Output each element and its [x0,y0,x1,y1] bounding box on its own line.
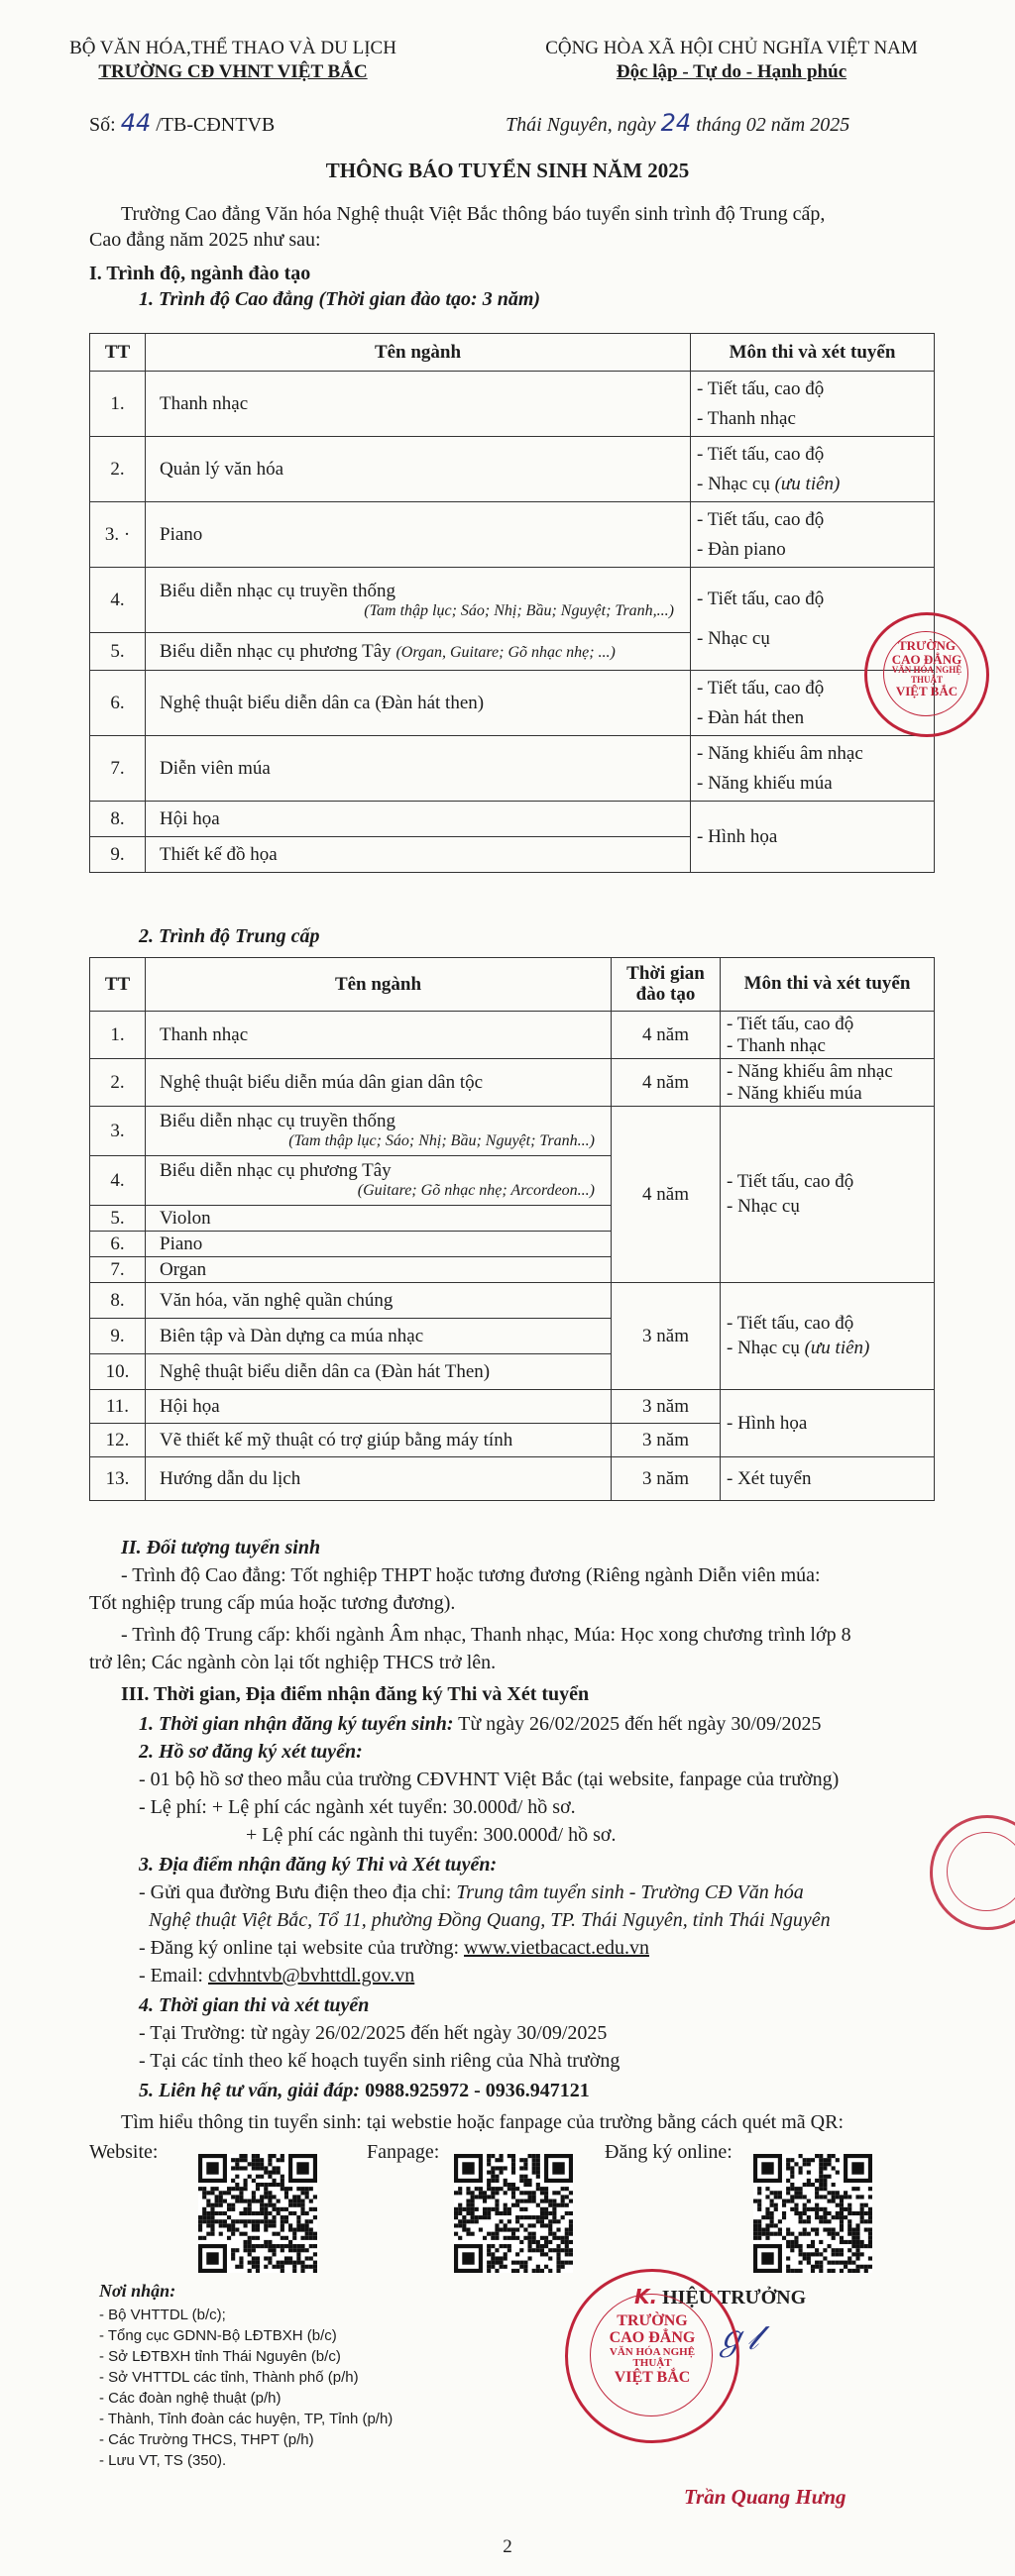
s3-item3-line3: - Đăng ký online tại website của trường: www.vietbacact.edu.vn [139,1937,649,1959]
table-row: 4. Biểu diễn nhạc cụ phương Tây (Guitare; Gõ nhạc nhẹ; Arcordeon...) [90,1156,935,1206]
list-item: - Thành, Tỉnh đoàn các huyện, TP, Tỉnh (p/h) [99,2411,394,2427]
list-item: - Các Trường THCS, THPT (p/h) [99,2431,314,2448]
page-number: 2 [503,2536,512,2557]
table-row: 7. Organ [90,1257,935,1283]
fanpage-qr-code[interactable] [454,2154,573,2273]
list-item: - Lưu VT, TS (350). [99,2452,227,2469]
s3-item2-heading: 2. Hồ sơ đăng ký xét tuyển: [139,1741,363,1763]
section3-heading: III. Thời gian, Địa điểm nhận đăng ký Thi và Xét tuyển [121,1683,590,1705]
section1-sub1: 1. Trình độ Cao đẳng (Thời gian đào tạo: 3 năm) [139,288,541,310]
table-row: 4. Biểu diễn nhạc cụ truyền thống (Tam thập lục; Sáo; Nhị; Bầu; Nguyệt; Tranh,...) - Tiết tấu, cao độ - Nhạc cụ [90,568,935,633]
list-item: - Bộ VHTTDL (b/c); [99,2307,226,2323]
col-header-name: Tên ngành [146,334,691,372]
s3-item3-line1: - Gửi qua đường Bưu điện theo địa chỉ: Trung tâm tuyển sinh - Trường CĐ Văn hóa [139,1881,804,1903]
table-row: 6. Piano [90,1232,935,1257]
email-link[interactable]: cdvhntvb@bvhttdl.gov.vn [207,1965,415,1986]
register-qr-code[interactable] [753,2154,872,2273]
signer-name: Trần Quang Hưng [684,2485,846,2509]
table-row: 6. Nghệ thuật biểu diễn dân ca (Đàn hát then) - Tiết tấu, cao độ - Đàn hát then [90,671,935,736]
document-title: THÔNG BÁO TUYỂN SINH NĂM 2025 [325,159,690,182]
table-row: 9. Thiết kế đồ họa [90,837,935,873]
ministry-name: BỘ VĂN HÓA,THỂ THAO VÀ DU LỊCH [69,38,396,58]
table-header-row [90,334,935,372]
s3-item4-heading: 4. Thời gian thi và xét tuyển [139,1994,370,2016]
motto: Độc lập - Tự do - Hạnh phúc [616,61,847,82]
section2-line-4: trở lên; Các ngành còn lại tốt nghiệp THCS trở lên. [89,1652,497,1673]
handwritten-day: 24 [660,109,692,137]
section1-sub2: 2. Trình độ Trung cấp [139,925,320,947]
col-header-subject: Môn thi và xét tuyển [691,334,935,372]
list-item: - Sở LĐTBXH tỉnh Thái Nguyên (b/c) [99,2348,341,2365]
table-row: 7. Diễn viên múa - Năng khiếu âm nhạc - Năng khiếu múa [90,736,935,802]
table-row: 10. Nghệ thuật biểu diễn dân ca (Đàn hát Then) [90,1354,935,1390]
intro-line-1: Trường Cao đẳng Văn hóa Nghệ thuật Việt Bắc thông báo tuyển sinh trình độ Trung cấp, [121,203,826,225]
table-row: 3. Biểu diễn nhạc cụ truyền thống (Tam thập lục; Sáo; Nhị; Bầu; Nguyệt; Tranh...) 4 năm - Tiết tấu, cao độ - Nhạc cụ [90,1107,935,1156]
table-row: 9. Biên tập và Dàn dựng ca múa nhạc [90,1319,935,1354]
list-item: - Các đoàn nghệ thuật (p/h) [99,2390,282,2407]
website-qr-code[interactable] [198,2154,317,2273]
website-link[interactable]: www.vietbacact.edu.vn [464,1937,649,1959]
s3-item2-line3: + Lệ phí các ngành thi tuyển: 300.000đ/ hồ sơ. [246,1824,617,1846]
list-item: - Tổng cục GDNN-Bộ LĐTBXH (b/c) [99,2327,337,2344]
table-row: 5. Biểu diễn nhạc cụ phương Tây (Organ, Guitare; Gõ nhạc nhẹ; ...) [90,633,935,671]
section2-line-3: - Trình độ Trung cấp: khối ngành Âm nhạc, Thanh nhạc, Múa: Học xong chương trình lớp 8 [121,1624,851,1646]
s3-item1: 1. Thời gian nhận đăng ký tuyển sinh: Từ ngày 26/02/2025 đến hết ngày 30/09/2025 [139,1713,822,1735]
section2-line-2: Tốt nghiệp trung cấp múa hoặc tương đương). [89,1592,456,1614]
col-header-tt: TT [90,334,146,372]
school-name: TRƯỜNG CĐ VHNT VIỆT BẮC [98,61,368,82]
table-row: 5. Violon [90,1206,935,1232]
s3-item2-line1: - 01 bộ hồ sơ theo mẫu của trường CĐVHNT Việt Bắc (tại website, fanpage của trường) [139,1769,840,1790]
table-row: 1. Thanh nhạc - Tiết tấu, cao độ - Thanh nhạc [90,372,935,437]
section2-heading: II. Đối tượng tuyển sinh [121,1537,321,1558]
country-name: CỘNG HÒA XÃ HỘI CHỦ NGHĨA VIỆT NAM [545,38,918,58]
table-row: 3. · Piano - Tiết tấu, cao độ - Đàn piano [90,502,935,568]
table-row: 11. Hội họa 3 năm - Hình họa [90,1390,935,1424]
s3-item3-line4: - Email: cdvhntvb@bvhttdl.gov.vn [139,1965,415,1986]
handwritten-signature: ℊ𝓁 [714,2318,759,2358]
place-date: Thái Nguyên, ngày 24 tháng 02 năm 2025 [506,109,850,137]
qr-intro: Tìm hiểu thông tin tuyển sinh: tại webstie hoặc fanpage của trường bằng cách quét mã QR: [121,2111,844,2133]
list-item: - Sở VHTTDL các tỉnh, Thành phố (p/h) [99,2369,359,2386]
s3-item3-heading: 3. Địa điểm nhận đăng ký Thi và Xét tuyển: [139,1854,498,1876]
table-row: 2. Nghệ thuật biểu diễn múa dân gian dân tộc 4 năm - Năng khiếu âm nhạc - Năng khiếu múa [90,1059,935,1107]
table-row: 12. Vẽ thiết kế mỹ thuật có trợ giúp bằng máy tính 3 năm [90,1424,935,1457]
official-stamp-edge [930,1815,1015,1930]
official-stamp-signature: TRƯỜNG CAO ĐẲNG VĂN HÓA NGHỆ THUẬT VIỆT BẮC [565,2269,739,2443]
table-row: 13. Hướng dẫn du lịch 3 năm - Xét tuyển [90,1457,935,1501]
official-stamp-right: TRƯỜNG CAO ĐẲNG VĂN HÓA NGHỆ THUẬT VIỆT BẮC [864,612,989,737]
qr-label-website: Website: [89,2141,159,2163]
qr-label-register: Đăng ký online: [605,2141,733,2163]
document-number: Số: 44 /TB-CĐNTVB [89,109,276,137]
signature-title: K. HIỆU TRƯỞNG [634,2285,807,2308]
table-row: 8. Hội họa - Hình họa [90,802,935,837]
table-row: 1. Thanh nhạc 4 năm - Tiết tấu, cao độ - Thanh nhạc [90,1012,935,1059]
qr-label-fanpage: Fanpage: [367,2141,440,2163]
section2-line-1: - Trình độ Cao đẳng: Tốt nghiệp THPT hoặc tương đương (Riêng ngành Diễn viên múa: [121,1564,821,1586]
section1-heading: I. Trình độ, ngành đào tạo [89,263,311,284]
s3-item4-line2: - Tại các tỉnh theo kế hoạch tuyển sinh riêng của Nhà trường [139,2050,620,2072]
s3-item5: 5. Liên hệ tư vấn, giải đáp: 0988.925972 - 0936.947121 [139,2080,590,2101]
s3-item4-line1: - Tại Trường: từ ngày 26/02/2025 đến hết ngày 30/09/2025 [139,2022,608,2044]
table-row: 8. Văn hóa, văn nghệ quần chúng 3 năm - Tiết tấu, cao độ - Nhạc cụ (ưu tiên) [90,1283,935,1319]
trung-cap-table [89,957,935,1501]
recipients-list [99,2305,393,2471]
table-header-row: TT Tên ngành Thời gian đào tạo Môn thi và xét tuyển [90,958,935,1012]
table-row: 2. Quản lý văn hóa - Tiết tấu, cao độ - Nhạc cụ (ưu tiên) [90,437,935,502]
s3-item3-line2: Nghệ thuật Việt Bắc, Tổ 11, phường Đồng Quang, TP. Thái Nguyên, tỉnh Thái Nguyên [149,1909,831,1931]
s3-item2-line2: - Lệ phí: + Lệ phí các ngành xét tuyển: 30.000đ/ hồ sơ. [139,1796,576,1818]
cao-dang-table [89,333,935,873]
intro-line-2: Cao đẳng năm 2025 như sau: [89,229,321,251]
recipients-heading: Nơi nhận: [99,2281,176,2301]
handwritten-number: 44 [120,109,152,137]
